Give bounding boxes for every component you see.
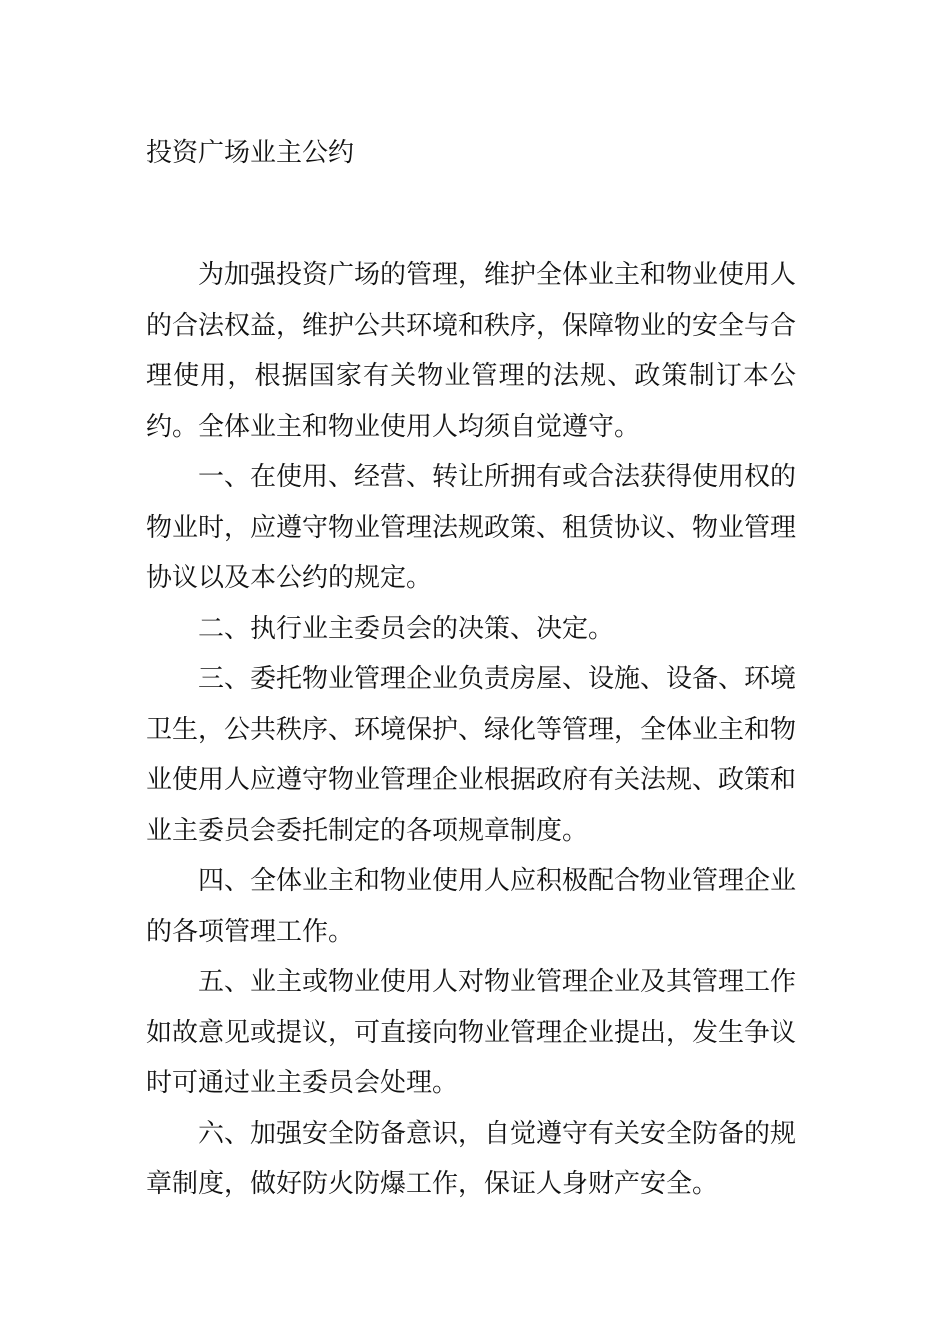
paragraph-clause-3: 三、委托物业管理企业负责房屋、设施、设备、环境卫生，公共秩序、环境保护、绿化等管理，全体业主和物业使用人应遵守物业管理企业根据政府有关法规、政策和业主委员会委托制定的各项规章制度。 bbox=[146, 664, 797, 846]
paragraph-clause-6: 六、加强安全防备意识，自觉遵守有关安全防备的规章制度，做好防火防爆工作，保证人身财产安全。 bbox=[146, 1118, 797, 1199]
paragraph-preamble: 为加强投资广场的管理，维护全体业主和物业使用人的合法权益，维护公共环境和秩序，保障物业的安全与合理使用，根据国家有关物业管理的法规、政策制订本公约。全体业主和物业使用人均须自觉遵守。 bbox=[146, 260, 797, 442]
paragraph-clause-2: 二、执行业主委员会的决策、决定。 bbox=[198, 613, 615, 644]
document-title: 投资广场业主公约 bbox=[146, 138, 355, 168]
paragraph-clause-5: 五、业主或物业使用人对物业管理企业及其管理工作如故意见或提议，可直接向物业管理企业提出，发生争议时可通过业主委员会处理。 bbox=[146, 967, 797, 1098]
paragraph-clause-4: 四、全体业主和物业使用人应积极配合物业管理企业的各项管理工作。 bbox=[146, 866, 797, 947]
paragraph-clause-1: 一、在使用、经营、转让所拥有或合法获得使用权的物业时，应遵守物业管理法规政策、租赁协议、物业管理协议以及本公约的规定。 bbox=[146, 462, 797, 593]
document-body bbox=[146, 250, 796, 1210]
